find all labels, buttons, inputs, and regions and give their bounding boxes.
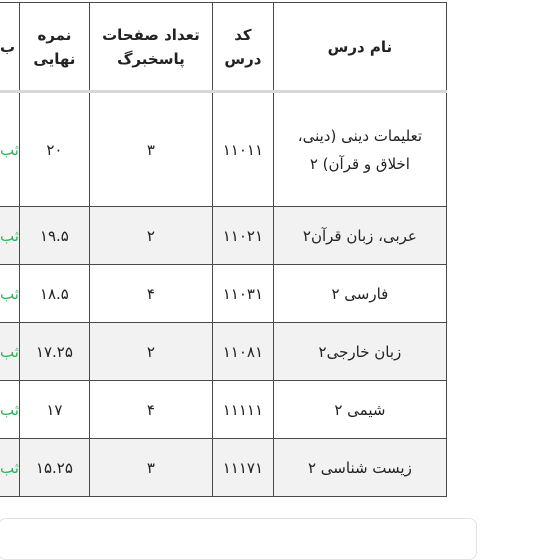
course-code-cell: ۱۱۰۲۱ — [212, 207, 273, 265]
course-name-cell: عربی، زبان قرآن۲ — [273, 207, 446, 265]
status-cell[interactable]: ثب — [0, 381, 19, 439]
pages-cell: ۲ — [89, 323, 212, 381]
final-grade-cell: ۱۷.۲۵ — [19, 323, 89, 381]
table-row — [0, 207, 446, 265]
table-header-row — [0, 3, 446, 92]
pages-cell: ۳ — [89, 439, 212, 497]
course-name-cell: فارسی ۲ — [273, 265, 446, 323]
course-code-cell: ۱۱۰۸۱ — [212, 323, 273, 381]
course-code-cell: ۱۱۰۱۱ — [212, 92, 273, 207]
pages-cell: ۲ — [89, 207, 212, 265]
grades-table — [0, 2, 447, 497]
table-row — [0, 92, 446, 207]
pages-cell: ۳ — [89, 92, 212, 207]
status-cell[interactable]: ثب — [0, 207, 19, 265]
table-row — [0, 265, 446, 323]
course-name-cell: شیمی ۲ — [273, 381, 446, 439]
header-final-grade: نمره نهایی — [19, 3, 89, 92]
header-status-truncated: ب — [0, 3, 19, 92]
pages-cell: ۴ — [89, 381, 212, 439]
course-name-cell: تعلیمات دینی (دینی، اخلاق و قرآن) ۲ — [273, 92, 446, 207]
next-section-card — [0, 518, 477, 560]
table-row — [0, 439, 446, 497]
course-code-cell: ۱۱۱۷۱ — [212, 439, 273, 497]
status-cell[interactable]: ثب — [0, 265, 19, 323]
final-grade-cell: ۲۰ — [19, 92, 89, 207]
status-cell[interactable]: ثب — [0, 323, 19, 381]
course-name-cell: زیست شناسی ۲ — [273, 439, 446, 497]
final-grade-cell: ۱۵.۲۵ — [19, 439, 89, 497]
header-answer-sheet-pages: تعداد صفحات پاسخبرگ — [89, 3, 212, 92]
status-cell[interactable]: ثب — [0, 439, 19, 497]
header-course-code: کد درس — [212, 3, 273, 92]
status-cell[interactable]: ثب — [0, 92, 19, 207]
final-grade-cell: ۱۹.۵ — [19, 207, 89, 265]
pages-cell: ۴ — [89, 265, 212, 323]
course-code-cell: ۱۱۱۱۱ — [212, 381, 273, 439]
table-row — [0, 323, 446, 381]
course-name-cell: زبان خارجی۲ — [273, 323, 446, 381]
table-row — [0, 381, 446, 439]
final-grade-cell: ۱۷ — [19, 381, 89, 439]
final-grade-cell: ۱۸.۵ — [19, 265, 89, 323]
course-code-cell: ۱۱۰۳۱ — [212, 265, 273, 323]
header-course-name: نام درس — [273, 3, 446, 92]
